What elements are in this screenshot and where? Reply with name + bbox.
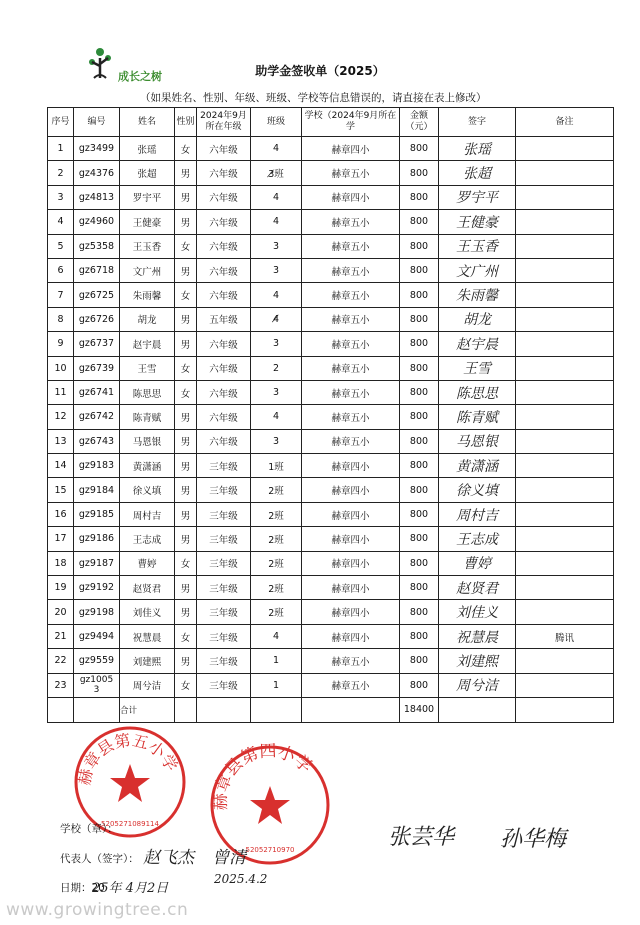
row-grade: 六年级 <box>197 234 251 258</box>
row-gender: 女 <box>175 673 197 697</box>
row-signature: 周村吉 <box>439 502 516 526</box>
signature-right-1: 张芸华 <box>388 825 455 850</box>
row-amount: 800 <box>400 527 439 551</box>
table-row <box>48 185 614 209</box>
row-school: 赫章四小 <box>302 527 400 551</box>
row-no: 19 <box>48 576 74 600</box>
row-note <box>516 307 614 331</box>
row-school: 赫章四小 <box>302 551 400 575</box>
watermark-text: www.growingtree.cn <box>6 900 189 920</box>
row-amount: 800 <box>400 649 439 673</box>
row-amount: 800 <box>400 380 439 404</box>
table-body <box>48 137 614 698</box>
row-class: 1 <box>251 649 302 673</box>
row-signature: 张超 <box>439 161 516 185</box>
table-row <box>48 234 614 258</box>
row-class: 3 <box>251 429 302 453</box>
svg-text:赫章县第四小学: 赫章县第四小学 <box>210 741 316 811</box>
row-no: 7 <box>48 283 74 307</box>
row-note <box>516 673 614 697</box>
col-header-amount: 金额（元） <box>400 108 439 137</box>
col-header-gender: 性别 <box>175 108 197 137</box>
row-code: gz1005 3 <box>74 673 120 697</box>
row-name: 陈青赋 <box>120 405 175 429</box>
row-gender: 男 <box>175 502 197 526</box>
table-row <box>48 356 614 380</box>
row-no: 17 <box>48 527 74 551</box>
svg-text:5205271089114: 5205271089114 <box>101 820 159 828</box>
row-grade: 六年级 <box>197 405 251 429</box>
row-no: 3 <box>48 185 74 209</box>
col-header-class: 班级 <box>251 108 302 137</box>
row-school: 赫章四小 <box>302 137 400 161</box>
row-note <box>516 551 614 575</box>
row-gender: 男 <box>175 185 197 209</box>
row-code: gz4813 <box>74 185 120 209</box>
row-amount: 800 <box>400 673 439 697</box>
row-name: 王雪 <box>120 356 175 380</box>
row-note <box>516 478 614 502</box>
row-signature: 王健豪 <box>439 210 516 234</box>
row-grade: 三年级 <box>197 502 251 526</box>
total-row <box>48 697 614 722</box>
table-row <box>48 649 614 673</box>
row-signature: 张瑶 <box>439 137 516 161</box>
row-amount: 800 <box>400 185 439 209</box>
row-no: 21 <box>48 624 74 648</box>
school-seal-label: 学校（章）： <box>60 823 118 835</box>
row-class: 2 <box>251 356 302 380</box>
row-name: 黄潇涵 <box>120 454 175 478</box>
row-name: 罗宇平 <box>120 185 175 209</box>
row-class: 3̸班 <box>251 161 302 185</box>
date-label: 日期：20 <box>60 882 105 894</box>
row-no: 6 <box>48 258 74 282</box>
row-grade: 三年级 <box>197 551 251 575</box>
row-code: gz5358 <box>74 234 120 258</box>
row-school: 赫章五小 <box>302 673 400 697</box>
table-row <box>48 576 614 600</box>
row-class: 2班 <box>251 478 302 502</box>
row-school: 赫章五小 <box>302 307 400 331</box>
row-gender: 男 <box>175 405 197 429</box>
row-gender: 男 <box>175 649 197 673</box>
row-name: 赵贤君 <box>120 576 175 600</box>
table-row <box>48 624 614 648</box>
row-school: 赫章四小 <box>302 454 400 478</box>
row-amount: 800 <box>400 234 439 258</box>
date-value: 25年 4月2日 <box>92 881 169 896</box>
row-grade: 三年级 <box>197 649 251 673</box>
row-code: gz4960 <box>74 210 120 234</box>
row-name: 王玉香 <box>120 234 175 258</box>
row-amount: 800 <box>400 307 439 331</box>
row-note <box>516 356 614 380</box>
row-class: 1 <box>251 673 302 697</box>
row-amount: 800 <box>400 283 439 307</box>
row-gender: 男 <box>175 332 197 356</box>
table-row <box>48 332 614 356</box>
row-school: 赫章五小 <box>302 405 400 429</box>
row-signature: 文广州 <box>439 258 516 282</box>
row-class: 4̸ <box>251 307 302 331</box>
row-name: 文广州 <box>120 258 175 282</box>
row-name: 徐义填 <box>120 478 175 502</box>
row-signature: 赵宇晨 <box>439 332 516 356</box>
row-signature: 陈青赋 <box>439 405 516 429</box>
row-no: 15 <box>48 478 74 502</box>
row-amount: 800 <box>400 210 439 234</box>
row-grade: 三年级 <box>197 576 251 600</box>
row-school: 赫章四小 <box>302 624 400 648</box>
row-signature: 祝慧晨 <box>439 624 516 648</box>
row-gender: 男 <box>175 576 197 600</box>
row-amount: 800 <box>400 356 439 380</box>
row-code: gz3499 <box>74 137 120 161</box>
row-amount: 800 <box>400 600 439 624</box>
row-class: 4 <box>251 185 302 209</box>
row-school: 赫章五小 <box>302 332 400 356</box>
row-signature: 王玉香 <box>439 234 516 258</box>
col-header-grade: 2024年9月所在年级 <box>197 108 251 137</box>
row-code: gz9494 <box>74 624 120 648</box>
row-name: 刘建熙 <box>120 649 175 673</box>
representative-signature-1: 赵飞杰 <box>143 848 194 868</box>
row-class: 4 <box>251 210 302 234</box>
row-school: 赫章四小 <box>302 502 400 526</box>
row-code: gz9183 <box>74 454 120 478</box>
row-no: 13 <box>48 429 74 453</box>
row-note <box>516 210 614 234</box>
row-amount: 800 <box>400 454 439 478</box>
row-code: gz9198 <box>74 600 120 624</box>
row-gender: 男 <box>175 600 197 624</box>
table-header-row <box>48 108 614 137</box>
table-row <box>48 673 614 697</box>
table-row <box>48 551 614 575</box>
row-amount: 800 <box>400 161 439 185</box>
row-code: gz9559 <box>74 649 120 673</box>
row-note <box>516 283 614 307</box>
row-class: 4 <box>251 283 302 307</box>
document-subtitle: （如果姓名、性别、年级、班级、学校等信息错误的，请直接在表上修改） <box>140 92 487 104</box>
row-name: 刘佳义 <box>120 600 175 624</box>
row-school: 赫章四小 <box>302 576 400 600</box>
row-signature: 黄潇涵 <box>439 454 516 478</box>
row-signature: 陈思思 <box>439 380 516 404</box>
row-class: 4 <box>251 624 302 648</box>
col-header-signature: 签字 <box>439 108 516 137</box>
svg-text:52052710970: 52052710970 <box>245 846 295 854</box>
row-school: 赫章五小 <box>302 234 400 258</box>
row-code: gz6726 <box>74 307 120 331</box>
row-note <box>516 137 614 161</box>
row-code: gz6737 <box>74 332 120 356</box>
row-no: 20 <box>48 600 74 624</box>
row-gender: 女 <box>175 137 197 161</box>
row-class: 4 <box>251 137 302 161</box>
row-school: 赫章四小 <box>302 478 400 502</box>
row-grade: 三年级 <box>197 454 251 478</box>
row-code: gz6739 <box>74 356 120 380</box>
document-title: 助学金签收单（2025） <box>255 64 385 78</box>
total-cell-no <box>48 697 74 722</box>
row-name: 周兮洁 <box>120 673 175 697</box>
row-grade: 三年级 <box>197 527 251 551</box>
row-signature: 王雪 <box>439 356 516 380</box>
row-class: 3 <box>251 332 302 356</box>
row-amount: 800 <box>400 429 439 453</box>
representative-signature-2: 曾清 <box>212 848 246 868</box>
row-code: gz9192 <box>74 576 120 600</box>
row-gender: 男 <box>175 210 197 234</box>
row-name: 王健豪 <box>120 210 175 234</box>
row-school: 赫章四小 <box>302 600 400 624</box>
row-gender: 男 <box>175 454 197 478</box>
row-grade: 六年级 <box>197 185 251 209</box>
date-handwritten: 2025.4.2 <box>214 872 268 886</box>
row-gender: 女 <box>175 380 197 404</box>
row-no: 5 <box>48 234 74 258</box>
row-signature: 罗宇平 <box>439 185 516 209</box>
row-no: 10 <box>48 356 74 380</box>
table-row <box>48 307 614 331</box>
row-signature: 马恩银 <box>439 429 516 453</box>
row-note: 腾讯 <box>516 624 614 648</box>
row-grade: 三年级 <box>197 600 251 624</box>
row-note <box>516 454 614 478</box>
row-grade: 六年级 <box>197 356 251 380</box>
row-code: gz4376 <box>74 161 120 185</box>
row-school: 赫章五小 <box>302 258 400 282</box>
row-note <box>516 161 614 185</box>
row-code: gz6741 <box>74 380 120 404</box>
row-note <box>516 502 614 526</box>
row-no: 12 <box>48 405 74 429</box>
row-signature: 曹婷 <box>439 551 516 575</box>
total-label: 合计 <box>120 697 175 722</box>
row-grade: 三年级 <box>197 478 251 502</box>
row-gender: 女 <box>175 356 197 380</box>
row-school: 赫章五小 <box>302 380 400 404</box>
row-no: 14 <box>48 454 74 478</box>
row-grade: 六年级 <box>197 429 251 453</box>
row-grade: 六年级 <box>197 210 251 234</box>
row-gender: 女 <box>175 624 197 648</box>
svg-text:赫章县第五小学: 赫章县第五小学 <box>74 730 182 787</box>
row-class: 2班 <box>251 502 302 526</box>
row-no: 9 <box>48 332 74 356</box>
row-no: 2 <box>48 161 74 185</box>
row-note <box>516 527 614 551</box>
row-school: 赫章五小 <box>302 161 400 185</box>
col-header-name: 姓名 <box>120 108 175 137</box>
row-code: gz9185 <box>74 502 120 526</box>
row-class: 3 <box>251 380 302 404</box>
row-school: 赫章五小 <box>302 210 400 234</box>
row-grade: 三年级 <box>197 673 251 697</box>
row-signature: 刘建熙 <box>439 649 516 673</box>
row-note <box>516 429 614 453</box>
col-header-no: 序号 <box>48 108 74 137</box>
row-grade: 六年级 <box>197 137 251 161</box>
row-note <box>516 332 614 356</box>
row-school: 赫章五小 <box>302 283 400 307</box>
col-header-note: 备注 <box>516 108 614 137</box>
row-school: 赫章五小 <box>302 356 400 380</box>
row-grade: 六年级 <box>197 258 251 282</box>
row-no: 4 <box>48 210 74 234</box>
row-gender: 男 <box>175 258 197 282</box>
logo-text: 成长之树 <box>118 70 162 83</box>
row-gender: 男 <box>175 429 197 453</box>
row-grade: 六年级 <box>197 161 251 185</box>
row-name: 胡龙 <box>120 307 175 331</box>
row-gender: 男 <box>175 307 197 331</box>
row-gender: 男 <box>175 478 197 502</box>
row-grade: 六年级 <box>197 380 251 404</box>
row-code: gz6718 <box>74 258 120 282</box>
row-amount: 800 <box>400 624 439 648</box>
table-row <box>48 429 614 453</box>
row-class: 2班 <box>251 600 302 624</box>
table-row <box>48 380 614 404</box>
row-amount: 800 <box>400 576 439 600</box>
row-note <box>516 649 614 673</box>
row-code: gz6742 <box>74 405 120 429</box>
row-no: 1 <box>48 137 74 161</box>
table-row <box>48 454 614 478</box>
row-no: 16 <box>48 502 74 526</box>
table-row <box>48 137 614 161</box>
row-name: 赵宇晨 <box>120 332 175 356</box>
row-code: gz9186 <box>74 527 120 551</box>
row-gender: 女 <box>175 283 197 307</box>
table-row <box>48 161 614 185</box>
total-amount: 18400 <box>400 697 439 722</box>
row-signature: 徐义填 <box>439 478 516 502</box>
row-name: 张瑶 <box>120 137 175 161</box>
row-note <box>516 405 614 429</box>
table-row <box>48 527 614 551</box>
signature-table <box>47 107 614 723</box>
row-amount: 800 <box>400 478 439 502</box>
row-note <box>516 380 614 404</box>
row-name: 曹婷 <box>120 551 175 575</box>
row-class: 2班 <box>251 527 302 551</box>
row-name: 陈思思 <box>120 380 175 404</box>
row-signature: 王志成 <box>439 527 516 551</box>
row-amount: 800 <box>400 551 439 575</box>
row-name: 马恩银 <box>120 429 175 453</box>
row-no: 22 <box>48 649 74 673</box>
row-class: 1班 <box>251 454 302 478</box>
row-amount: 800 <box>400 405 439 429</box>
row-amount: 800 <box>400 332 439 356</box>
row-amount: 800 <box>400 258 439 282</box>
row-gender: 男 <box>175 527 197 551</box>
row-signature: 朱雨馨 <box>439 283 516 307</box>
signature-right-2: 孙华梅 <box>500 827 567 852</box>
table-row <box>48 210 614 234</box>
row-name: 朱雨馨 <box>120 283 175 307</box>
table-row <box>48 600 614 624</box>
row-no: 23 <box>48 673 74 697</box>
table-row <box>48 405 614 429</box>
row-note <box>516 576 614 600</box>
row-class: 2班 <box>251 551 302 575</box>
row-grade: 六年级 <box>197 332 251 356</box>
table-row <box>48 258 614 282</box>
row-grade: 三年级 <box>197 624 251 648</box>
table-row <box>48 478 614 502</box>
row-no: 8 <box>48 307 74 331</box>
col-header-code: 编号 <box>74 108 120 137</box>
total-cell-code <box>74 697 120 722</box>
row-note <box>516 600 614 624</box>
row-gender: 男 <box>175 161 197 185</box>
row-name: 周村吉 <box>120 502 175 526</box>
row-signature: 胡龙 <box>439 307 516 331</box>
row-no: 11 <box>48 380 74 404</box>
row-code: gz6725 <box>74 283 120 307</box>
row-name: 祝慧晨 <box>120 624 175 648</box>
row-note <box>516 234 614 258</box>
row-gender: 女 <box>175 551 197 575</box>
row-signature: 赵贤君 <box>439 576 516 600</box>
representative-label: 代表人（签字）： <box>60 853 139 865</box>
row-school: 赫章四小 <box>302 185 400 209</box>
row-name: 张超 <box>120 161 175 185</box>
row-class: 2班 <box>251 576 302 600</box>
row-note <box>516 185 614 209</box>
row-amount: 800 <box>400 502 439 526</box>
row-class: 3 <box>251 258 302 282</box>
row-no: 18 <box>48 551 74 575</box>
row-school: 赫章五小 <box>302 649 400 673</box>
row-code: gz6743 <box>74 429 120 453</box>
table-row <box>48 283 614 307</box>
row-class: 3 <box>251 234 302 258</box>
row-signature: 周兮洁 <box>439 673 516 697</box>
row-code: gz9187 <box>74 551 120 575</box>
row-gender: 女 <box>175 234 197 258</box>
col-header-school: 学校（2024年9月所在学 <box>302 108 400 137</box>
row-class: 4 <box>251 405 302 429</box>
row-name: 王志成 <box>120 527 175 551</box>
row-code: gz9184 <box>74 478 120 502</box>
row-note <box>516 258 614 282</box>
row-amount: 800 <box>400 137 439 161</box>
row-signature: 刘佳义 <box>439 600 516 624</box>
row-school: 赫章五小 <box>302 429 400 453</box>
table-row <box>48 502 614 526</box>
row-grade: 六年级 <box>197 283 251 307</box>
row-grade: 五年级 <box>197 307 251 331</box>
